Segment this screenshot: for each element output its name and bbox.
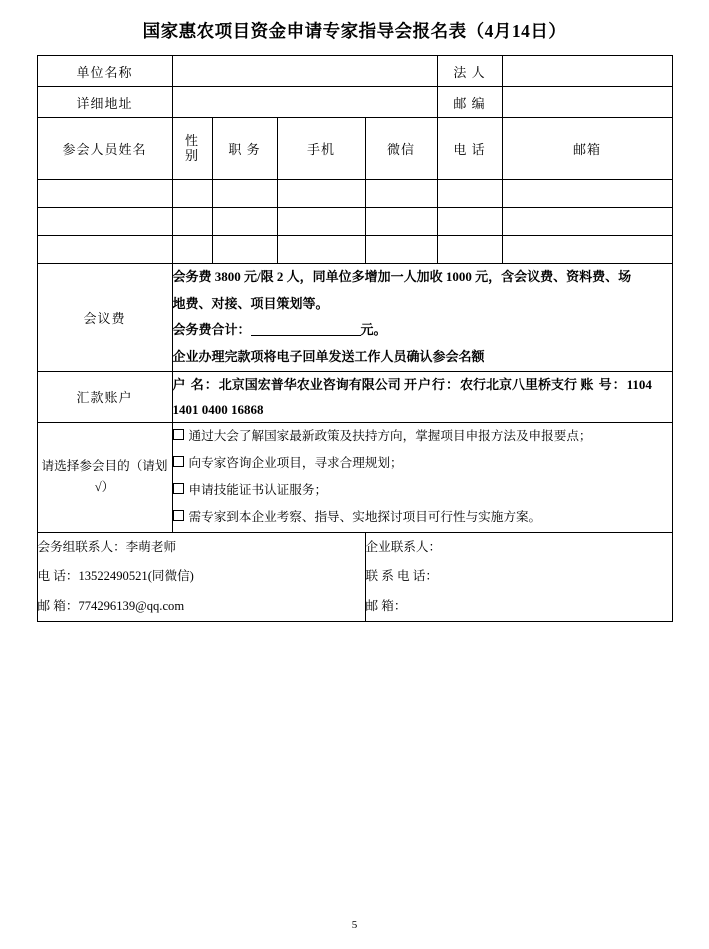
column-header-email: 邮箱 (502, 118, 672, 180)
page-number: 5 (351, 919, 358, 931)
column-header-phone: 电 话 (437, 118, 502, 180)
fee-total-prefix: 会务费合计： (172, 322, 251, 338)
table-row-fee (37, 264, 672, 372)
company-email-key: 邮 箱： (365, 598, 407, 613)
table-row-contacts (37, 532, 672, 622)
column-header-gender-top: 性 (184, 132, 199, 148)
cell-attendee-mobile[interactable] (277, 208, 365, 236)
organizer-contact-block (37, 532, 365, 622)
bank-branch-key: 开户行： (404, 376, 461, 392)
purpose-option-4[interactable] (173, 504, 672, 531)
field-legal-person[interactable] (502, 56, 672, 87)
cell-attendee-name[interactable] (37, 208, 172, 236)
column-header-gender (172, 118, 212, 180)
cell-attendee-phone[interactable] (437, 180, 502, 208)
meeting-fee-content (172, 264, 672, 372)
bank-account-no-key: 账 号： (580, 376, 627, 392)
organizer-phone-key-row (38, 562, 365, 592)
cell-attendee-name[interactable] (37, 180, 172, 208)
cell-attendee-name[interactable] (37, 236, 172, 264)
organizer-name-key-row (38, 533, 365, 563)
table-row-purpose (37, 423, 672, 532)
cell-attendee-position[interactable] (212, 180, 277, 208)
bank-account-no-value: 1104 1401 0400 16868 (172, 376, 652, 417)
purpose-option-3-label: 申请技能证书认证服务； (188, 483, 328, 498)
column-header-wechat: 微信 (365, 118, 437, 180)
table-row (37, 208, 672, 236)
purpose-option-2-label: 向专家咨询企业项目，寻求合理规划； (188, 456, 403, 471)
organizer-email-key: 邮 箱： (37, 598, 79, 613)
cell-attendee-mobile[interactable] (277, 236, 365, 264)
checkbox-icon[interactable] (173, 483, 184, 494)
purpose-options (172, 423, 672, 532)
purpose-option-3[interactable] (173, 477, 672, 504)
column-header-mobile: 手机 (277, 118, 365, 180)
checkbox-icon[interactable] (173, 510, 184, 521)
cell-attendee-email[interactable] (502, 208, 672, 236)
column-header-position: 职 务 (212, 118, 277, 180)
cell-attendee-position[interactable] (212, 208, 277, 236)
label-company-name: 单位名称 (37, 56, 172, 87)
table-row (37, 56, 672, 87)
registration-form-table (37, 55, 673, 622)
company-phone-key-row (366, 562, 672, 592)
field-address[interactable] (172, 87, 437, 118)
fee-line-4: 企业办理完款项将电子回单发送工作人员确认参会名额 (172, 348, 485, 364)
table-header-row (37, 118, 672, 180)
cell-attendee-gender[interactable] (172, 208, 212, 236)
column-header-name: 参会人员姓名 (37, 118, 172, 180)
page-title: 国家惠农项目资金申请专家指导会报名表（4月14日） (142, 21, 567, 41)
bank-branch-value: 农行北京八里桥支行 (460, 376, 578, 392)
cell-attendee-gender[interactable] (172, 236, 212, 264)
cell-attendee-wechat[interactable] (365, 208, 437, 236)
organizer-phone-key: 电 话： (37, 569, 79, 584)
label-postcode: 邮 编 (437, 87, 502, 118)
company-email-key-row (366, 592, 672, 622)
company-contact-block (365, 532, 672, 622)
cell-attendee-phone[interactable] (437, 236, 502, 264)
fee-line-1: 会务费 3800 元/限 2 人，同单位多增加一人加收 1000 元，含会议费、资料费、场 (172, 269, 632, 284)
cell-attendee-wechat[interactable] (365, 236, 437, 264)
cell-attendee-email[interactable] (502, 236, 672, 264)
field-postcode[interactable] (502, 87, 672, 118)
purpose-option-4-label: 需专家到本企业考察、指导、实地探讨项目可行性与实施方案。 (188, 510, 542, 525)
organizer-email-value[interactable]: 774296139@qq.com (78, 598, 185, 613)
cell-attendee-position[interactable] (212, 236, 277, 264)
cell-attendee-wechat[interactable] (365, 180, 437, 208)
organizer-name-value[interactable]: 李萌老师 (125, 539, 177, 554)
fee-total-line (173, 317, 672, 344)
table-row-bank (37, 371, 672, 423)
label-address: 详细地址 (37, 87, 172, 118)
bank-account-content (172, 371, 672, 423)
organizer-phone-value[interactable]: 13522490521(同微信) (78, 569, 194, 584)
checkbox-icon[interactable] (173, 456, 184, 467)
purpose-option-1-label: 通过大会了解国家最新政策及扶持方向，掌握项目申报方法及申报要点； (188, 429, 592, 444)
company-contact-key: 企业联系人： (365, 539, 442, 554)
fee-line-2: 地费、对接、项目策划等。 (172, 295, 329, 311)
table-row (37, 236, 672, 264)
field-company-name[interactable] (172, 56, 437, 87)
purpose-option-2[interactable] (173, 450, 672, 477)
cell-attendee-mobile[interactable] (277, 180, 365, 208)
label-purpose: 请选择参会目的（请划√） (37, 423, 172, 532)
bank-account-name-row (173, 377, 401, 392)
organizer-name-key: 会务组联系人： (37, 539, 126, 554)
bank-account-name-key: 户 名： (172, 376, 219, 392)
column-header-gender-bottom: 别 (184, 147, 199, 163)
bank-account-name-value: 北京国宏普华农业咨询有限公司 (218, 376, 401, 392)
label-meeting-fee: 会议费 (37, 264, 172, 372)
table-row (37, 87, 672, 118)
company-phone-key: 联 系 电 话： (365, 569, 438, 584)
purpose-option-1[interactable] (173, 423, 672, 450)
fee-total-input[interactable] (251, 335, 361, 336)
checkbox-icon[interactable] (173, 429, 184, 440)
label-remittance-account: 汇款账户 (37, 371, 172, 423)
table-row (37, 180, 672, 208)
fee-total-suffix: 元。 (360, 322, 387, 338)
company-contact-key-row (366, 533, 672, 563)
cell-attendee-phone[interactable] (437, 208, 502, 236)
label-legal-person: 法 人 (437, 56, 502, 87)
cell-attendee-email[interactable] (502, 180, 672, 208)
organizer-email-key-row (38, 592, 365, 622)
bank-branch-row (404, 377, 577, 392)
cell-attendee-gender[interactable] (172, 180, 212, 208)
